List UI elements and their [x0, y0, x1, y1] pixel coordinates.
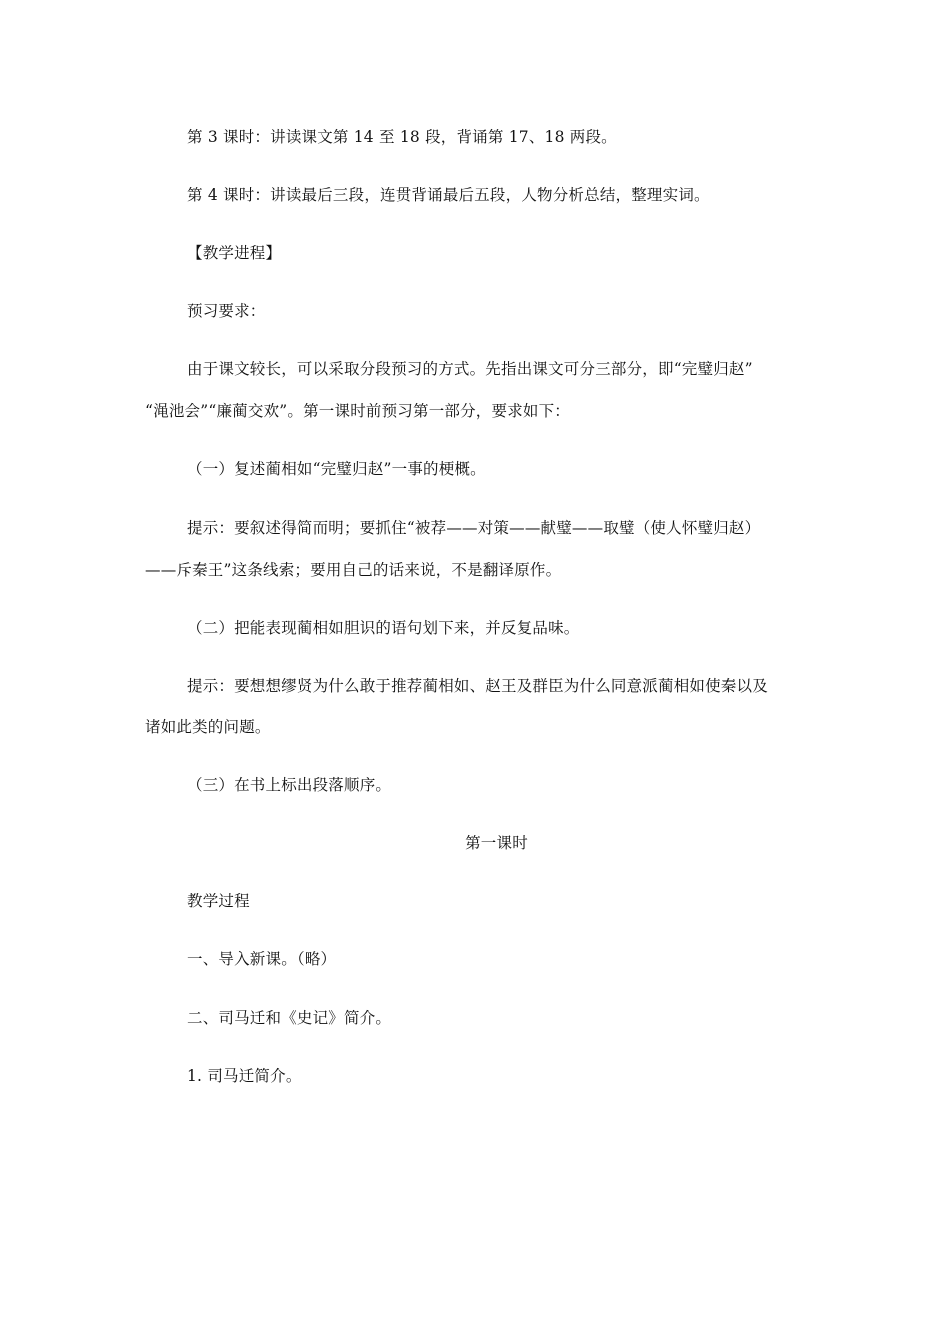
- teaching-procedure-heading: 教学过程: [187, 892, 250, 910]
- lesson-1-title: 第一课时: [465, 834, 528, 852]
- hint-1-line-1: 提示：要叙述得简而明；要抓住“被荐——对策——献璧——取璧（使人怀璧归赵）: [187, 519, 761, 537]
- requirement-item-3: （三）在书上标出段落顺序。: [187, 776, 392, 794]
- step-2-sima-qian-shiji: 二、司马迁和《史记》简介。: [187, 1009, 392, 1027]
- requirement-item-1: （一）复述蔺相如“完璧归赵”一事的梗概。: [187, 460, 486, 478]
- preview-requirements-heading: 预习要求：: [187, 302, 266, 320]
- hint-1-line-2: ——斥秦王”这条线索；要用自己的话来说，不是翻译原作。: [145, 561, 562, 579]
- hint-2-line-1: 提示：要想想缪贤为什么敢于推荐蔺相如、赵王及群臣为什么同意派蔺相如使秦以及: [187, 677, 768, 695]
- requirement-item-2: （二）把能表现蔺相如胆识的语句划下来，并反复品味。: [187, 619, 580, 637]
- preview-paragraph-line-1: 由于课文较长，可以采取分段预习的方式。先指出课文可分三部分，即“完璧归赵”: [187, 360, 753, 378]
- substep-1-sima-qian: 1. 司马迁简介。: [187, 1067, 302, 1085]
- schedule-lesson-4: 第 4 课时：讲读最后三段，连贯背诵最后五段，人物分析总结，整理实词。: [187, 186, 710, 204]
- preview-paragraph-line-2: “渑池会”“廉蔺交欢”。第一课时前预习第一部分，要求如下：: [145, 402, 570, 420]
- step-1-introduction: 一、导入新课。（略）: [187, 950, 337, 968]
- hint-2-line-2: 诸如此类的问题。: [145, 718, 271, 736]
- section-heading-teaching-process: 【教学进程】: [187, 244, 282, 262]
- schedule-lesson-3: 第 3 课时：讲读课文第 14 至 18 段，背诵第 17、18 两段。: [187, 128, 617, 146]
